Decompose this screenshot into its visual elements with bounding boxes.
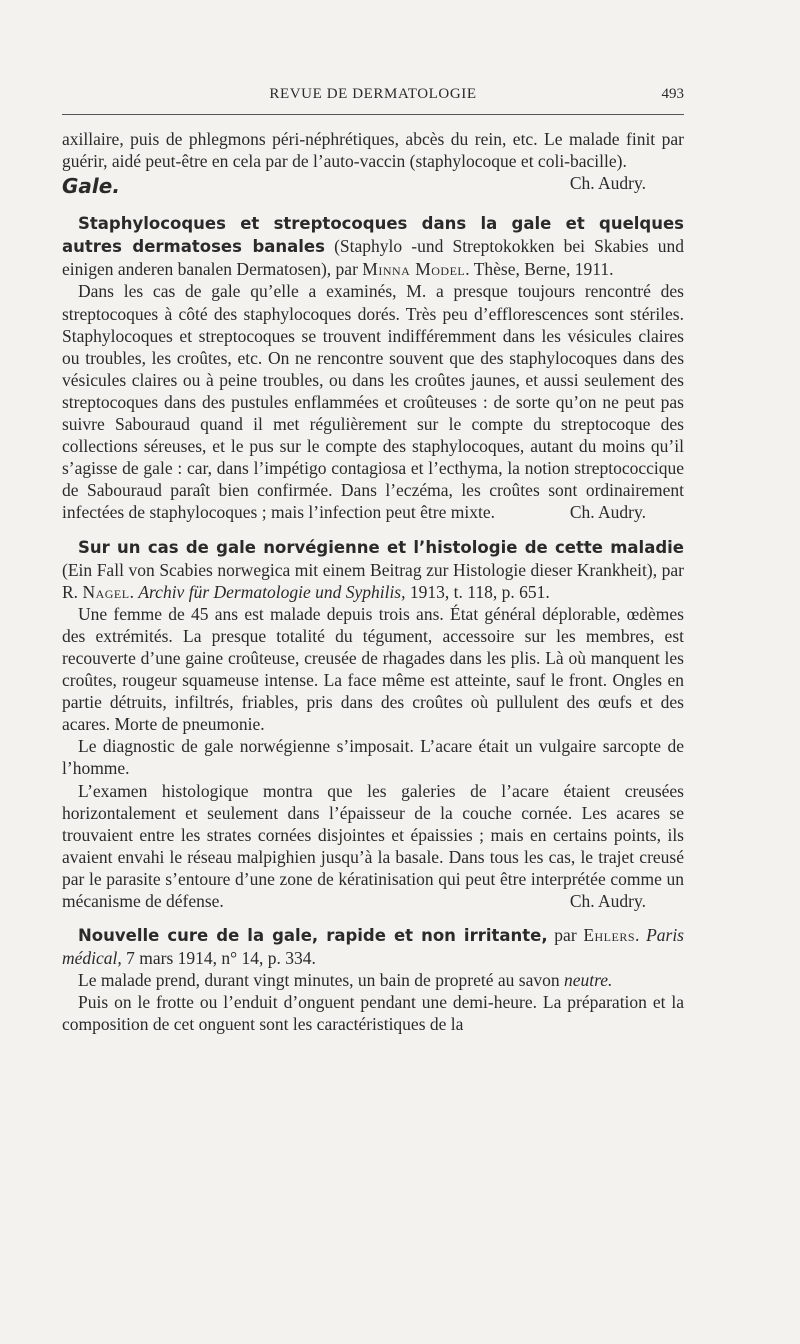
article-2-paragraph-3 [62, 780, 684, 913]
article-2-paragraph-3-text: L’examen histologique montra que les galeries de l’acare étaient creusées horizontalement et seulement dans l’épaisseur de la couche cornée. Les acares se trouvaient entre les strates cornées disjointes et épaissies ; mais en certains points, ils avaient envahi le réseau malpighien jusqu’à la basale. Dans tous les cas, le trajet creusé par le parasite s’entoure d’une zone de kératinisation qui peut être interprétée comme un mécanisme de défense. [62, 780, 684, 911]
article-2-author: Nagel [82, 581, 130, 602]
article-3-ref-pre: par [547, 925, 584, 946]
intro-signature: Ch. Audry. [569, 173, 646, 194]
article-1-title: Staphylocoques et streptocoques dans la gale et quelques autres dermatoses banales [62, 214, 684, 257]
article-3 [62, 924, 684, 1035]
intro-text: axillaire, puis de phlegmons péri-néphrétiques, abcès du rein, etc. Le malade finit par guérir, aidé peut-être en cela par de l’auto-vaccin (staphylocoque et coli-bacille). [62, 129, 684, 172]
article-3-paragraph-1 [62, 969, 684, 991]
article-2-paragraph-1: Une femme de 45 ans est malade depuis trois ans. État général déplorable, œdèmes des extrémités. La presque totalité du tégument, accessoire sur les membres, est recouverte d’une gaine croûteuse, creusée de rhagades dans les plis. Là où manquent les croûtes, rougeur squameuse intense. La face même est atteinte, sauf le front. Ongles en partie détruits, infiltrés, friables, pris dans des croûtes où pullulent des œufs et des acares. Morte de pneumonie. [62, 603, 684, 735]
page-body [62, 128, 684, 1036]
article-2-ref-post: 1913, t. 118, p. 651. [405, 581, 550, 602]
article-2-reference [62, 536, 684, 603]
article-2-paragraph-2: Le diagnostic de gale norwégienne s’imposait. L’acare était un vulgaire sarcopte de l’homme. [62, 736, 684, 779]
article-2 [62, 536, 684, 913]
article-3-paragraph-1-emphasis: neutre. [563, 970, 613, 991]
article-3-title: Nouvelle cure de la gale, rapide et non irritante, [78, 926, 548, 946]
header-rule [62, 114, 684, 115]
article-1-signature: Ch. Audry. [569, 502, 646, 523]
article-3-journal: Paris médical, [62, 925, 684, 969]
article-2-ref-mid: . [129, 581, 139, 602]
section-heading-gale: Gale. [62, 174, 120, 199]
article-3-ref-post: 7 mars 1914, n° 14, p. 334. [121, 948, 316, 969]
article-3-paragraph-1-text: Le malade prend, durant vingt minutes, un bain de propreté au savon [78, 970, 564, 991]
page-number: 493 [661, 86, 684, 102]
running-header [62, 84, 684, 110]
article-1-body-text: Dans les cas de gale qu’elle a examinés, M. a presque toujours rencontré des streptocoques à côté des staphylocoques dorés. Très peu d’efflorescences sont stériles. Staphylocoques et streptocoques se trouvent indifféremment dans les vésicules claires ou troubles, les croûtes, etc. On ne rencontre souvent que des staphylocoques dans des vésicules claires ou à peine troubles, ou dans les croûtes jaunes, et aussi seulement des streptocoques dans des pustules enflammées et croûteuses : de sorte qu’on ne peut pas suivre Sabouraud quand il met régulièrement sur le compte du streptocoque des collections séreuses, et le pus sur le compte des staphylocoques, autant du moins qu’il s’agisse de gale : car, dans l’impétigo contagiosa et l’ecthyma, la notion streptococcique de Sabouraud paraît bien confirmée. Dans l’eczéma, les croûtes sont ordinairement infectées de staphylocoques ; mais l’infection peut être mixte. [62, 281, 684, 523]
article-2-title: Sur un cas de gale norvégienne et l’histologie de cette maladie [78, 537, 684, 557]
journal-title: REVUE DE DERMATOLOGIE [269, 86, 477, 102]
article-2-journal: Archiv für Dermatologie und Syphilis, [138, 581, 406, 602]
article-2-signature: Ch. Audry. [569, 891, 646, 911]
article-3-ref-mid: . [635, 925, 647, 946]
article-3-paragraph-2: Puis on le frotte ou l’enduit d’onguent pendant une demi-heure. La préparation et la composition de cet onguent sont les caractéristiques de la [62, 992, 684, 1035]
article-1-author: Minna Model [362, 259, 466, 280]
article-1-reference [62, 212, 684, 280]
article-3-author: Ehlers [583, 925, 636, 946]
article-3-reference [62, 924, 684, 969]
article-1-ref-post: . Thèse, Berne, 1911. [465, 259, 614, 280]
article-2-ref-pre: (Ein Fall von Scabies norwegica mit einem Beitrag zur Histologie dieser Krankheit), par R. [62, 559, 684, 602]
article-1 [62, 212, 684, 523]
article-1-ref-pre: (Staphylo -und Streptokokken bei Skabies und einigen anderen banalen Dermatosen), par [62, 236, 684, 280]
article-1-body [62, 280, 684, 523]
